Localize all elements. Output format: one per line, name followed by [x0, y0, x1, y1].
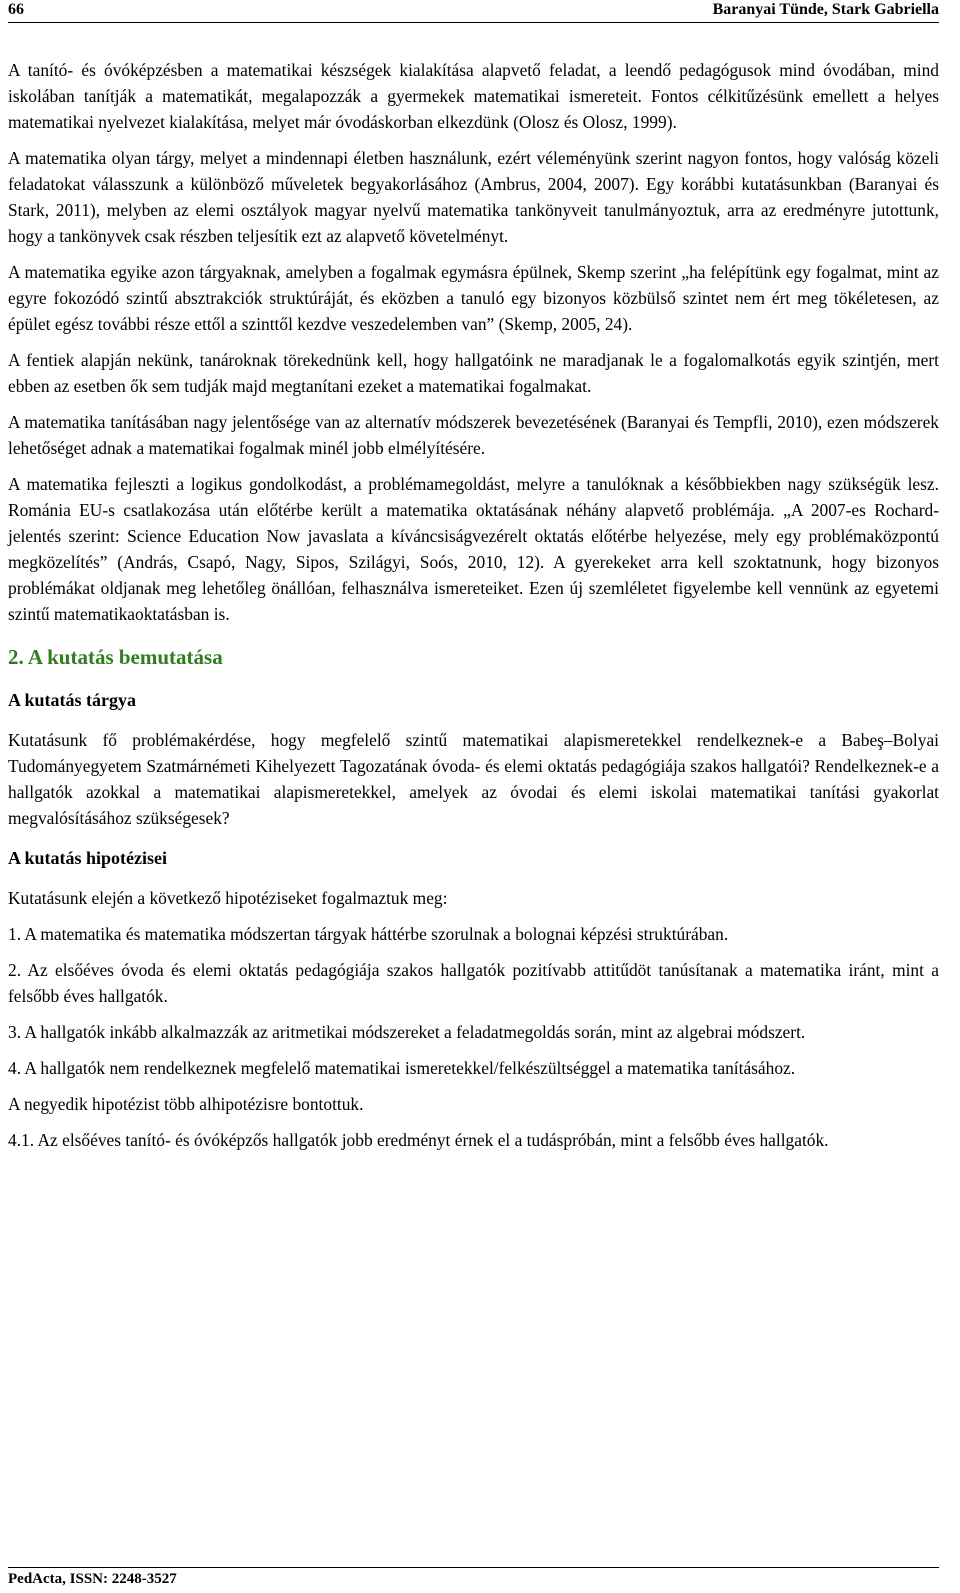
page-number: 66 — [8, 1, 24, 18]
page — [8, 0, 939, 1592]
paragraph-2: A matematika olyan tárgy, melyet a mindennapi életben használunk, ezért véleményünk szerint nagyon fontos, hogy valóság közeli feladatokat válasszunk a különböző műveletek begyakorlásához (Ambrus, 2004, 2007). Egy korábbi kutatásunkban (Baranyai és Stark, 2011), melyben az elemi osztályok magyar nyelvű matematika tankönyveit tanulmányoztuk, arra az eredményre jutottunk, hogy a tankönyvek csak részben teljesítik ezt az alapvető követelményt. — [8, 148, 939, 246]
paragraph-4: A fentiek alapján nekünk, tanároknak törekednünk kell, hogy hallgatóink ne maradjanak le a fogalomalkotás egyik szintjén, mert ebben az esetben ők sem tudják majd megtanítani ezeket a matematikai fogalmakat. — [8, 350, 939, 396]
article-body — [8, 57, 939, 1163]
journal-issn: PedActa, ISSN: 2248-3527 — [8, 1571, 177, 1587]
hypothesis-item: 3. A hallgatók inkább alkalmazzák az aritmetikai módszereket a feladatmegoldás során, mint az algebrai módszert. — [8, 1022, 806, 1042]
hypothesis-intro: Kutatásunk elején a következő hipotéziseket fogalmaztuk meg: — [8, 888, 448, 908]
running-header — [8, 0, 939, 23]
header-authors: Baranyai Tünde, Stark Gabriella — [712, 1, 939, 18]
subject-heading: A kutatás tárgya — [8, 690, 137, 710]
hypothesis-heading: A kutatás hipotézisei — [8, 848, 168, 868]
hypothesis-item: 1. A matematika és matematika módszertan tárgyak háttérbe szorulnak a bolognai képzési struktúrában. — [8, 924, 729, 944]
subject-paragraph: Kutatásunk fő problémakérdése, hogy megfelelő szintű matematikai alapismeretekkel rendelkeznek-e a Babeş–Bolyai Tudományegyetem Szatmárnémeti Kihelyezett Tagozatának óvoda- és elemi oktatás pedagógiája szakos hallgatói? Rendelkeznek-e a hallgatók azokkal a matematikai alapismeretekkel, amelyek az óvodai és elemi iskolai matematikai tanítási gyakorlat megvalósításához szükségesek? — [8, 730, 939, 828]
running-footer — [8, 1567, 939, 1593]
paragraph-5: A matematika tanításában nagy jelentősége van az alternatív módszerek bevezetésének (Baranyai és Tempfli, 2010), ezen módszerek lehetőséget adnak a matematikai fogalmak minél jobb elmélyítésére. — [8, 412, 939, 458]
paragraph-6: A matematika fejleszti a logikus gondolkodást, a problémamegoldást, melyre a tanulóknak a későbbiekben nagy szükségük lesz. Románia EU-s csatlakozása után előtérbe került a matematika oktatásának néhány alapvető problémája. „A 2007-es Rochard- jelentés szerint: Science Education Now javaslata a kíváncsiságvezérelt oktatás előtérbe helyezése, mely egy problémaközpontú megközelítés” (András, Csapó, Nagy, Sipos, Szilágyi, Soós, 2010, 12). A gyerekeket arra kell szoktatnunk, hogy bizonyos problémákat oldjanak meg lehetőleg önállóan, felhasználva ismereteiket. Ezen új szemléletet figyelembe kell vennünk az egyetemi szintű matematikaoktatásban is. — [8, 474, 939, 624]
sub-hypothesis-note: A negyedik hipotézist több alhipotézisre bontottuk. — [8, 1094, 364, 1114]
hypothesis-item: 2. Az elsőéves óvoda és elemi oktatás pedagógiája szakos hallgatók pozitívabb attitűdöt tanúsítanak a matematika iránt, mint a felsőbb éves hallgatók. — [8, 960, 939, 1006]
paragraph-3: A matematika egyike azon tárgyaknak, amelyben a fogalmak egymásra épülnek, Skemp szerint „ha felépítünk egy fogalmat, mint az egyre fokozódó szintű absztrakciók struktúráját, és eközben a tanuló egy bizonyos közbülső szintet nem ért meg tökéletesen, az épület egész további része ettől a szinttől kezdve veszedelemben van” (Skemp, 2005, 24). — [8, 262, 939, 334]
sub-hypothesis-item: 4.1. Az elsőéves tanító- és óvóképzős hallgatók jobb eredményt érnek el a tudáspróbán, mint a felsőbb éves hallgatók. — [8, 1130, 829, 1150]
paragraph-1: A tanító- és óvóképzésben a matematikai készségek kialakítása alapvető feladat, a leendő pedagógusok mind óvodában, mind iskolában tanítják a matematikát, megalapozzák a gyermekek matematikai ismereteit. Fontos célkitűzésünk emellett a helyes matematikai nyelvezet kialakítása, melyet már óvodáskorban elkezdünk (Olosz és Olosz, 1999). — [8, 60, 939, 132]
hypothesis-item: 4. A hallgatók nem rendelkeznek megfelelő matematikai ismeretekkel/felkészültséggel a matematika tanításához. — [8, 1058, 796, 1078]
section-heading: 2. A kutatás bemutatása — [8, 645, 223, 669]
